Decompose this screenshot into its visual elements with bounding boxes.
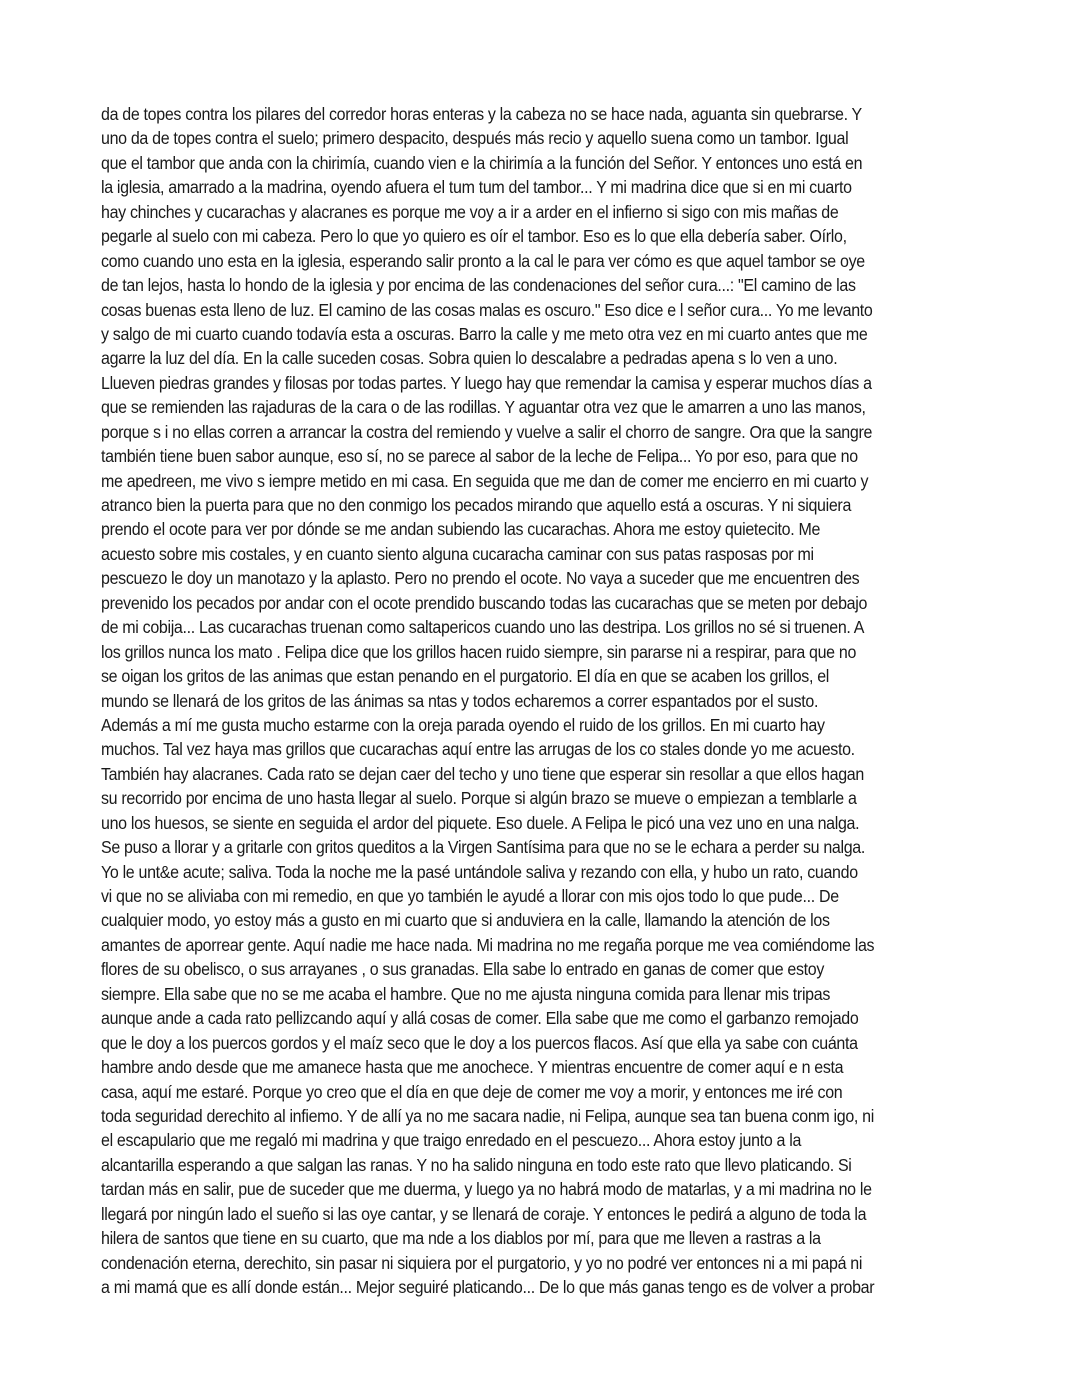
text-line: alcantarilla esperando a que salgan las ranas. Y no ha salido ninguna en todo este rato que llevo platicando. Si xyxy=(101,1154,852,1175)
text-line: que se remienden las rajaduras de la cara o de las rodillas. Y aguantar otra vez que le amarren a uno las manos, xyxy=(101,397,866,418)
text-line: y salgo de mi cuarto cuando todavía esta a oscuras. Barro la calle y me meto otra vez en mi cuarto antes que me xyxy=(101,323,868,344)
text-line: Llueven piedras grandes y filosas por todas partes. Y luego hay que remendar la camisa y esperar muchos días a xyxy=(101,372,872,393)
text-line: de mi cobija... Las cucarachas truenan como saltapericos cuando uno las destripa. Los grillos no sé si truenen. A xyxy=(101,617,865,638)
text-line: Yo le unt&e acute; saliva. Toda la noche me la pasé untándole saliva y rezando con ella, y hubo un rato, cuando xyxy=(101,861,858,882)
text-line: de tan lejos, hasta lo hondo de la iglesia y por encima de las condenaciones del señor cura...: "El camino de las xyxy=(101,275,856,296)
text-line: cualquier modo, yo estoy más a gusto en mi cuarto que si anduviera en la calle, llamando la atención de los xyxy=(101,910,830,931)
text-line: atranco bien la puerta para que no den conmigo los pecados mirando que aquello está a oscuras. Y ni siquiera xyxy=(101,495,852,515)
text-line: hay chinches y cucarachas y alacranes es porque me voy a ir a arder en el infierno si sigo con mis mañas de xyxy=(101,201,839,222)
text-line: También hay alacranes. Cada rato se dejan caer del techo y uno tiene que esperar sin resollar a que ellos hagan xyxy=(101,763,864,784)
text-line: a mi mamá que es allí donde están... Mejor seguiré platicando... De lo que más ganas tengo es de volver a probar xyxy=(101,1277,875,1297)
text-line: prevenido los pecados por andar con el ocote prendido buscando todas las cucarachas que se meten por debajo xyxy=(101,592,868,613)
text-line: condenación eterna, derechito, sin pasar ni siquiera por el purgatorio, y yo no podré ver entonces ni a mi papá ni xyxy=(101,1252,863,1273)
text-line: llegará por ningún lado el sueño si las oye cantar, y se llenará de coraje. Y entonces le pedirá a alguno de toda la xyxy=(101,1203,867,1224)
text-line: la iglesia, amarrado a la madrina, oyendo afuera el tum tum del tambor... Y mi madrina dice que si en mi cuarto xyxy=(101,177,852,198)
text-line: pescuezo le doy un manotazo y la aplasto. Pero no prendo el ocote. No vaya a suceder que me encuentren des xyxy=(101,568,860,589)
text-line: que le doy a los puercos gordos y el maíz seco que le doy a los puercos flacos. Así que ella ya sabe con cuánta xyxy=(101,1032,858,1053)
text-line: mundo se llenará de los gritos de las ánimas sa ntas y todos echaremos a correr espantados por el susto. xyxy=(101,690,819,711)
text-line: pegarle al suelo con mi cabeza. Pero lo que yo quiero es oír el tambor. Eso es lo que ella debería saber. Oírlo, xyxy=(101,226,847,247)
text-line: vi que no se aliviaba con mi remedio, en que yo también le ayudé a llorar con mis ojos todo lo que pude... De xyxy=(101,886,839,906)
text-line: siempre. Ella sabe que no se me acaba el hambre. Que no me ajusta ninguna comida para llenar mis tripas xyxy=(101,983,831,1004)
text-line: los grillos nunca los mato . Felipa dice que los grillos hacen ruido siempre, sin pararse ni a respirar, para que no xyxy=(101,641,857,662)
document-page xyxy=(101,102,981,1299)
text-line: que el tambor que anda con la chirimía, cuando vien e la chirimía a la función del Señor. Y entonces uno está en xyxy=(101,152,863,173)
text-line: se oigan los gritos de las animas que estan penando en el purgatorio. El día en que se acaben los grillos, el xyxy=(101,666,830,687)
text-line: tardan más en salir, pue de suceder que me duerma, y luego ya no habrá modo de matarlas, y a mi madrina no le xyxy=(101,1179,872,1200)
text-line: me apedreen, me vivo s iempre metido en mi casa. En seguida que me dan de comer me encierro en mi cuarto y xyxy=(101,470,869,491)
text-line: casa, aquí me estaré. Porque yo creo que el día en que deje de comer me voy a morir, y entonces me iré con xyxy=(101,1081,843,1102)
text-line: prendo el ocote para ver por dónde se me andan subiendo las cucarachas. Ahora me estoy quietecito. Me xyxy=(101,519,821,540)
text-line: uno da de topes contra el suelo; primero despacito, después más recio y aquello suena como un tambor. Igual xyxy=(101,128,849,149)
text-line: uno los huesos, se siente en seguida el ardor del piquete. Eso duele. A Felipa le picó una vez uno en una nalga. xyxy=(101,812,860,833)
text-line: Además a mí me gusta mucho estarme con la oreja parada oyendo el ruido de los grillos. En mi cuarto hay xyxy=(101,714,825,735)
text-line: muchos. Tal vez haya mas grillos que cucarachas aquí entre las arrugas de los co stales donde yo me acuesto. xyxy=(101,739,855,760)
text-line: su recorrido por encima de uno hasta llegar al suelo. Porque si algún brazo se mueve o empiezan a temblarle a xyxy=(101,788,857,809)
text-line: acuesto sobre mis costales, y en cuanto siento alguna cucaracha caminar con sus patas rasposas por mi xyxy=(101,543,814,564)
text-line: hilera de santos que tiene en su cuarto, que ma nde a los diablos por mí, para que me lleven a rastras a la xyxy=(101,1228,821,1249)
text-line: Se puso a llorar y a gritarle con gritos queditos a la Virgen Santísima para que no se le echara a perder su nalga. xyxy=(101,837,866,858)
text-line: amantes de aporrear gente. Aquí nadie me hace nada. Mi madrina no me regaña porque me vea comiéndome las xyxy=(101,934,875,955)
text-line: como cuando uno esta en la iglesia, esperando salir pronto a la cal le para ver cómo es que aquel tambor se oye xyxy=(101,250,865,271)
text-line: toda seguridad derechito al infiemo. Y de allí ya no me sacara nadie, ni Felipa, aunque sea tan buena conm igo, ni xyxy=(101,1105,874,1126)
text-line: también tiene buen sabor aunque, eso sí, no se parece al sabor de la leche de Felipa... Yo por eso, para que no xyxy=(101,446,858,467)
text-line: cosas buenas esta lleno de luz. El camino de las cosas malas es oscuro." Eso dice e l señor cura... Yo me levanto xyxy=(101,299,873,320)
text-line: agarre la luz del día. En la calle suceden cosas. Sobra quien lo descalabre a pedradas apena s lo ven a uno. xyxy=(101,348,838,369)
text-line: aunque ande a cada rato pellizcando aquí y allá cosas de comer. Ella sabe que me como el garbanzo remojado xyxy=(101,1008,859,1029)
text-line: flores de su obelisco, o sus arrayanes , o sus granadas. Ella sabe lo entrado en ganas de comer que estoy xyxy=(101,959,825,980)
text-line: porque s i no ellas corren a arrancar la costra del remiendo y vuelve a salir el chorro de sangre. Ora que la sangre xyxy=(101,421,873,442)
text-line: da de topes contra los pilares del corredor horas enteras y la cabeza no se hace nada, aguanta sin quebrarse. Y xyxy=(101,104,862,124)
text-line: hambre ando desde que me amanece hasta que me anochece. Y mientras encuentre de comer aquí e n esta xyxy=(101,1057,844,1078)
text-line: el escapulario que me regaló mi madrina y que traigo enredado en el pescuezo... Ahora estoy junto a la xyxy=(101,1130,802,1151)
